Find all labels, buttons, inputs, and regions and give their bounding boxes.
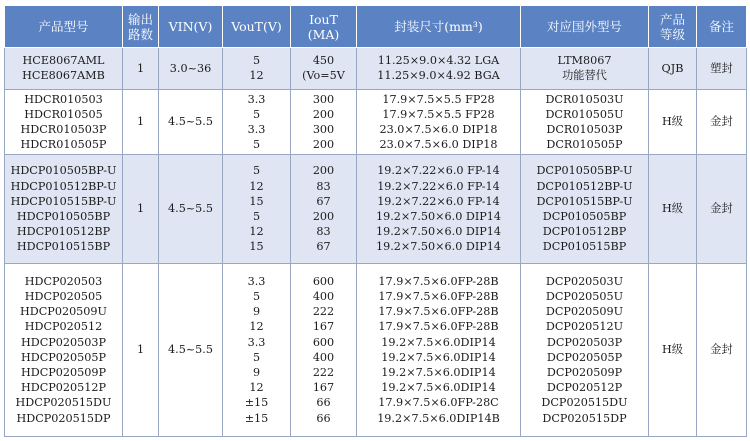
model-cell-line: HDCR010505P [20,138,107,152]
product-group-row [5,155,747,263]
package-cell-line: 19.2×7.5×6.0DIP14 [381,350,496,364]
package-cell-line: 17.9×7.5×6.0FP-28B [378,320,499,334]
header-channels: 输出 路数 [123,6,159,48]
model-cell-line: HDCP020503 [24,274,103,288]
package-cell-line: 17.9×7.5×6.0FP-28B [378,290,499,304]
vout-cell-line: 12 [249,225,264,239]
iout-cell-line: 300 [312,92,335,106]
vin-cell: 4.5~5.5 [159,89,223,155]
header-grade: 产品 等级 [649,6,697,48]
vout-cell-line: ±15 [244,396,269,410]
package-cell [357,89,521,155]
channels-cell: 1 [123,155,159,263]
iout-cell-line: 67 [316,194,331,208]
foreign-cell [521,89,649,155]
foreign-cell [521,48,649,90]
foreign-cell-line: DCP020505U [545,290,624,304]
foreign-cell-line: DCR010505U [545,107,624,121]
package-cell-line: 19.2×7.5×6.0DIP14 [381,381,496,395]
iout-cell-line: 600 [312,335,335,349]
header-model: 产品型号 [5,6,123,48]
package-cell-line: 19.2×7.5×6.0DIP14B [377,411,500,425]
remark-cell: 金封 [697,263,747,436]
product-group-row [5,48,747,90]
channels-cell: 1 [123,263,159,436]
package-cell-line: 17.9×7.5×6.0FP-28B [378,305,499,319]
model-cell-line: HDCP020512P [20,381,107,395]
iout-cell [291,48,357,90]
iout-cell-line: 167 [312,320,335,334]
model-cell-line: HCE8067AMB [22,69,105,83]
foreign-cell-line: DCP010515BP [542,240,627,254]
vout-cell-line: 15 [249,240,264,254]
vout-cell-line: 12 [249,320,264,334]
package-cell-line: 17.9×7.5×5.5 FP28 [382,92,495,106]
model-cell [5,89,123,155]
foreign-cell-line: LTM8067 [557,54,612,68]
foreign-cell-line: DCP010512BP-U [536,179,633,193]
foreign-cell-line: DCP010515BP-U [536,194,633,208]
iout-cell-line: 300 [312,122,335,136]
model-cell-line: HDCP020515DP [16,411,111,425]
vout-cell-line: 5 [252,107,261,121]
grade-cell: H级 [649,263,697,436]
vout-cell-line: 3.3 [247,274,266,288]
vout-cell-line: ±15 [244,411,269,425]
iout-cell [291,155,357,263]
vin-cell: 3.0~36 [159,48,223,90]
model-cell-line: HDCP010512BP [16,225,111,239]
header-iout: IouT (MA) [291,6,357,48]
product-group-row [5,263,747,436]
package-cell-line: 19.2×7.5×6.0DIP14 [381,335,496,349]
model-cell-line: HDCP010512BP-U [10,179,117,193]
iout-cell-line: 67 [316,240,331,254]
iout-cell-line: 600 [312,274,335,288]
vout-cell-line: 15 [249,194,264,208]
package-cell-line: 23.0×7.5×6.0 DIP18 [379,138,498,152]
header-remark: 备注 [697,6,747,48]
grade-cell: H级 [649,89,697,155]
foreign-cell-line: DCP020515DU [541,396,628,410]
model-cell-line: HDCR010505 [24,107,103,121]
vout-cell [223,155,291,263]
package-cell [357,263,521,436]
iout-cell-line: 200 [312,164,335,178]
package-cell [357,155,521,263]
vout-cell-line: 3.3 [247,92,266,106]
vin-cell: 4.5~5.5 [159,155,223,263]
vout-cell [223,89,291,155]
header-row [5,6,747,48]
vout-cell-line: 5 [252,138,261,152]
channels-cell: 1 [123,89,159,155]
vout-cell-line: 3.3 [247,122,266,136]
foreign-cell-line: DCP020515DP [542,411,627,425]
package-cell-line: 19.2×7.50×6.0 DIP14 [375,225,502,239]
iout-cell-line: 167 [312,381,335,395]
foreign-cell-line: DCP020503P [546,335,623,349]
package-cell-line: 17.9×7.5×5.5 FP28 [382,107,495,121]
foreign-cell-line: DCP020509U [545,305,624,319]
foreign-cell-line: 功能替代 [562,69,607,83]
package-cell-line: 11.25×9.0×4.92 BGA [377,69,500,83]
package-cell [357,48,521,90]
model-cell-line: HDCP020509U [20,305,107,319]
vout-cell-line: 3.3 [247,335,266,349]
iout-cell-line: 222 [312,366,335,380]
foreign-cell-line: DCP010505BP [542,210,627,224]
grade-cell: QJB [649,48,697,90]
package-cell-line: 19.2×7.50×6.0 DIP14 [375,210,502,224]
product-table [4,5,747,437]
foreign-cell-line: DCP020512U [545,320,624,334]
model-cell-line: HDCP020509P [20,366,107,380]
model-cell-line: HDCP020515DU [15,396,112,410]
header-vin: VIN(V) [159,6,223,48]
vout-cell-line: 12 [249,69,264,83]
model-cell-line: HDCP020505 [24,290,103,304]
foreign-cell-line: DCR010505P [546,138,623,152]
iout-cell-line: (Vo=5V [302,69,345,83]
package-cell-line: 11.25×9.0×4.32 LGA [377,54,500,68]
iout-cell-line: 83 [316,179,331,193]
grade-cell: H级 [649,155,697,263]
foreign-cell-line: DCP020505P [546,350,623,364]
foreign-cell-line: DCP010505BP-U [536,164,633,178]
package-cell-line: 19.2×7.22×6.0 FP-14 [377,194,500,208]
package-cell-line: 17.9×7.5×6.0FP-28B [378,274,499,288]
iout-cell-line: 200 [312,138,335,152]
foreign-cell [521,263,649,436]
package-cell-line: 17.9×7.5×6.0FP-28C [378,396,499,410]
foreign-cell [521,155,649,263]
vout-cell-line: 5 [252,210,261,224]
model-cell-line: HDCP010515BP-U [10,194,117,208]
foreign-cell-line: DCP020509P [546,366,623,380]
model-cell-line: HDCP010515BP [16,240,111,254]
iout-cell-line: 400 [312,350,335,364]
vout-cell [223,263,291,436]
remark-cell: 塑封 [697,48,747,90]
header-vout: VouT(V) [223,6,291,48]
iout-cell [291,263,357,436]
model-cell-line: HDCP020505P [20,350,107,364]
model-cell-line: HDCR010503P [20,122,107,136]
package-cell-line: 23.0×7.5×6.0 DIP18 [379,122,498,136]
model-cell [5,48,123,90]
product-group-row [5,89,747,155]
model-cell-line: HDCP010505BP-U [10,164,117,178]
model-cell-line: HCE8067AML [22,54,105,68]
iout-cell-line: 83 [316,225,331,239]
vout-cell-line: 9 [252,305,261,319]
iout-cell-line: 400 [312,290,335,304]
vout-cell-line: 12 [249,381,264,395]
package-cell-line: 19.2×7.22×6.0 FP-14 [377,179,500,193]
iout-cell-line: 450 [312,54,335,68]
vout-cell [223,48,291,90]
vout-cell-line: 5 [252,290,261,304]
model-cell [5,263,123,436]
iout-cell-line: 200 [312,107,335,121]
channels-cell: 1 [123,48,159,90]
model-cell-line: HDCP010505BP [16,210,111,224]
vout-cell-line: 5 [252,54,261,68]
package-cell-line: 19.2×7.5×6.0DIP14 [381,366,496,380]
remark-cell: 金封 [697,89,747,155]
foreign-cell-line: DCP020503U [545,274,624,288]
vout-cell-line: 5 [252,164,261,178]
remark-cell: 金封 [697,155,747,263]
iout-cell [291,89,357,155]
vout-cell-line: 5 [252,350,261,364]
model-cell-line: HDCP020512 [24,320,103,334]
header-package: 封装尺寸(mm³) [357,6,521,48]
model-cell-line: HDCR010503 [24,92,103,106]
vin-cell: 4.5~5.5 [159,263,223,436]
vout-cell-line: 9 [252,366,261,380]
foreign-cell-line: DCP020512P [546,381,623,395]
iout-cell-line: 66 [316,396,331,410]
foreign-cell-line: DCR010503U [545,92,624,106]
package-cell-line: 19.2×7.22×6.0 FP-14 [377,164,500,178]
model-cell [5,155,123,263]
model-cell-line: HDCP020503P [20,335,107,349]
iout-cell-line: 200 [312,210,335,224]
foreign-cell-line: DCR010503P [546,122,623,136]
vout-cell-line: 12 [249,179,264,193]
iout-cell-line: 222 [312,305,335,319]
package-cell-line: 19.2×7.50×6.0 DIP14 [375,240,502,254]
iout-cell-line: 66 [316,411,331,425]
header-foreign: 对应国外型号 [521,6,649,48]
foreign-cell-line: DCP010512BP [542,225,627,239]
